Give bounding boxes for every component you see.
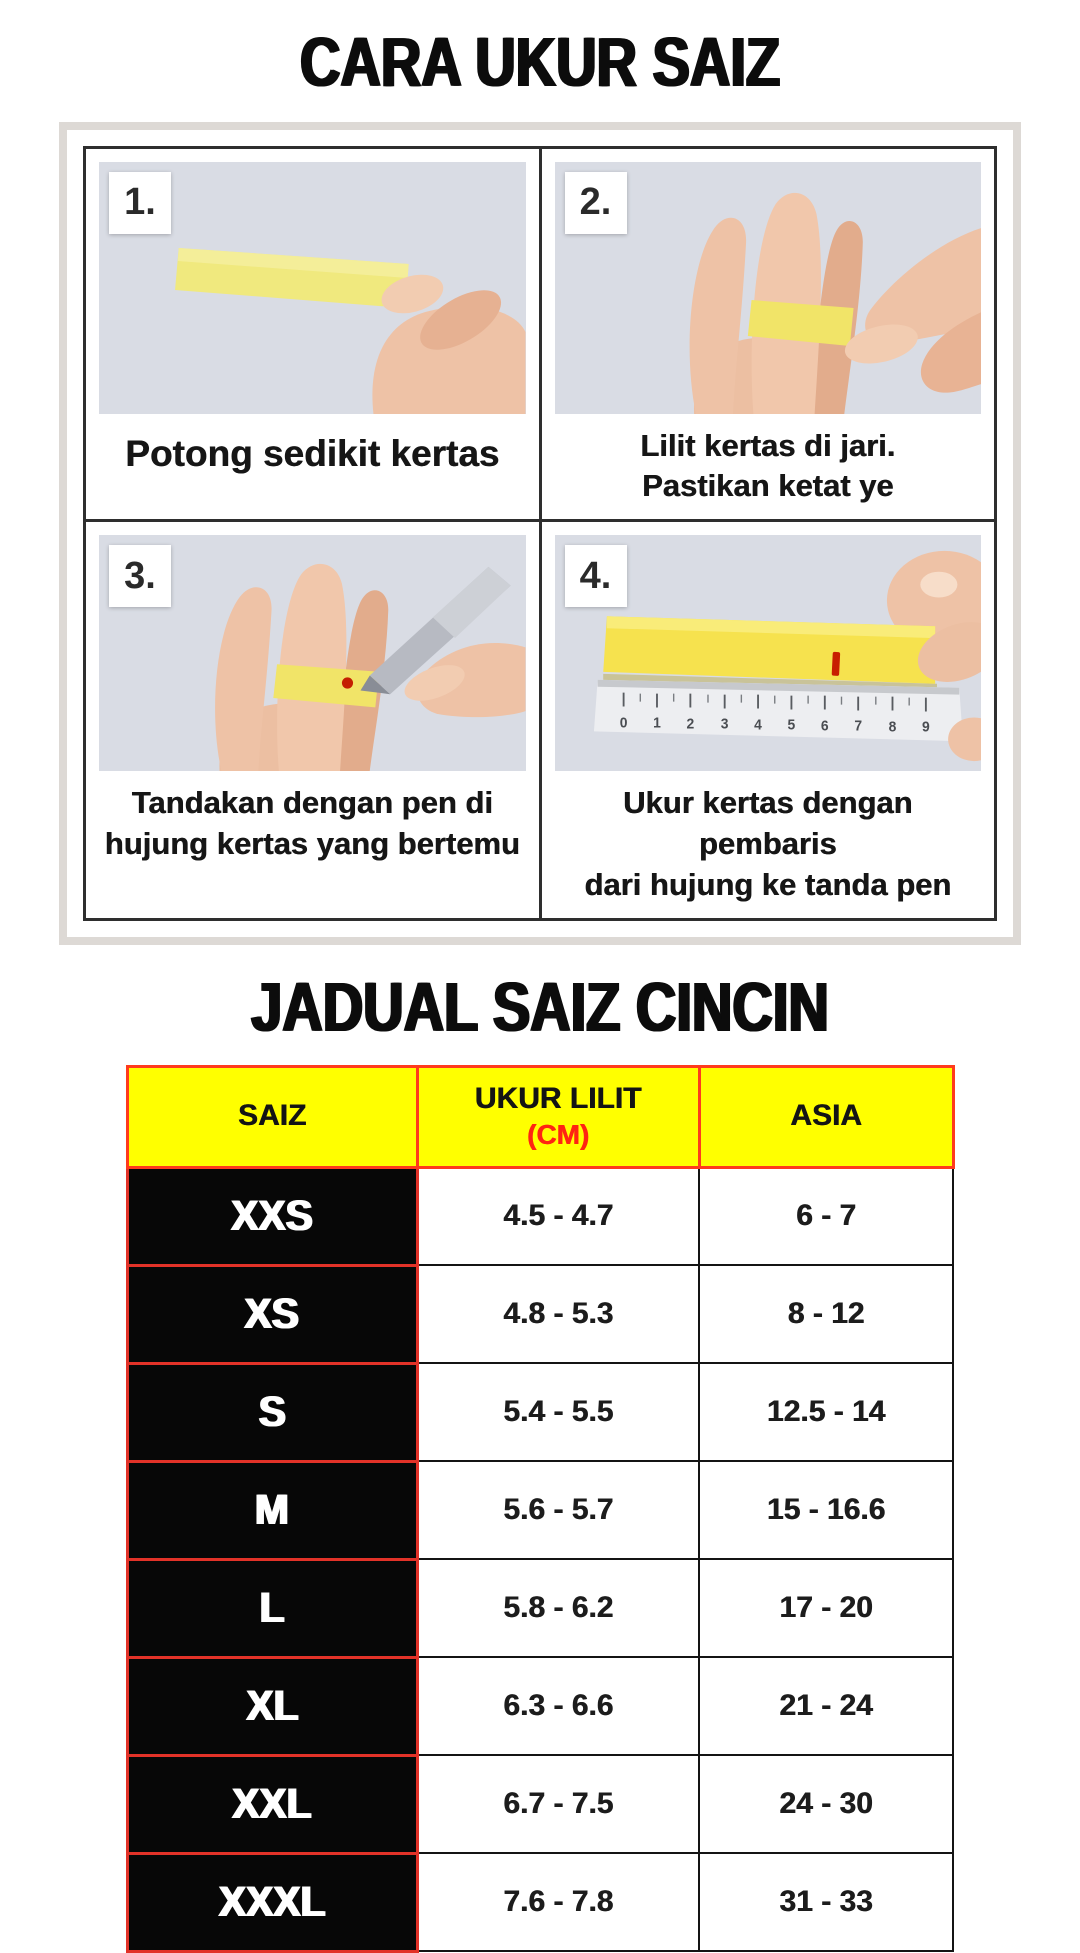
table-title: JADUAL SAIZ CINCIN <box>251 968 829 1047</box>
step-1 <box>86 149 539 520</box>
cm-value-cell: 6.3 - 6.6 <box>417 1657 699 1755</box>
step-2-photo <box>555 162 982 414</box>
step-4-number-badge: 4. <box>565 545 627 607</box>
step-3-caption: Tandakan dengan pen di hujung kertas yang bertemu <box>104 785 520 862</box>
size-label-cell: XL <box>127 1657 417 1755</box>
asia-value-cell: 31 - 33 <box>699 1853 953 1951</box>
cm-value-cell: 5.8 - 6.2 <box>417 1559 699 1657</box>
size-label-cell: XXL <box>127 1755 417 1853</box>
table-row <box>127 1755 953 1853</box>
page-title: CARA UKUR SAIZ <box>299 23 781 101</box>
cm-value-cell: 4.5 - 4.7 <box>417 1167 699 1265</box>
ruler-digit: 8 <box>888 719 896 736</box>
size-label-cell: L <box>127 1559 417 1657</box>
ruler-digit: 6 <box>820 718 829 735</box>
size-label-cell: XS <box>127 1265 417 1363</box>
size-label-cell: XXXL <box>127 1853 417 1951</box>
step-3-number-badge: 3. <box>109 545 171 607</box>
col-header-ukur-lilit: UKUR LILIT (CM) <box>417 1066 699 1167</box>
cm-value-cell: 5.4 - 5.5 <box>417 1363 699 1461</box>
size-label-cell: M <box>127 1461 417 1559</box>
col-header-cm-unit: (CM) <box>526 1119 590 1151</box>
step-3 <box>86 522 539 918</box>
table-row <box>127 1461 953 1559</box>
cm-value-cell: 7.6 - 7.8 <box>417 1853 699 1951</box>
cm-value-cell: 5.6 - 5.7 <box>417 1461 699 1559</box>
cm-value-cell: 4.8 - 5.3 <box>417 1265 699 1363</box>
table-row <box>127 1363 953 1461</box>
step-2-caption: Lilit kertas di jari. Pastikan ketat ye <box>640 427 896 504</box>
size-label-cell: XXS <box>127 1167 417 1265</box>
step-3-photo <box>99 535 526 771</box>
pen-mark <box>831 652 840 676</box>
step-2 <box>542 149 995 520</box>
col-header-saiz: SAIZ <box>127 1066 417 1167</box>
ring-size-table <box>126 1065 955 1953</box>
table-header-row <box>127 1066 953 1167</box>
asia-value-cell: 24 - 30 <box>699 1755 953 1853</box>
ruler-digit: 2 <box>686 716 694 733</box>
ruler-digit: 5 <box>787 717 795 734</box>
pen-mark <box>342 678 353 689</box>
step-4 <box>542 522 995 918</box>
asia-value-cell: 21 - 24 <box>699 1657 953 1755</box>
ruler-digit: 3 <box>720 716 729 733</box>
table-row <box>127 1167 953 1265</box>
step-1-number-badge: 1. <box>109 172 171 234</box>
ruler-digit: 0 <box>619 715 627 732</box>
instruction-panel <box>59 122 1021 946</box>
asia-value-cell: 15 - 16.6 <box>699 1461 953 1559</box>
step-1-caption: Potong sedikit kertas <box>125 432 500 474</box>
table-row <box>127 1657 953 1755</box>
size-label-cell: S <box>127 1363 417 1461</box>
instruction-grid <box>83 146 997 922</box>
ruler-digit: 9 <box>921 719 930 736</box>
step-4-caption: Ukur kertas dengan pembaris dari hujung ke tanda pen <box>584 785 952 903</box>
table-row <box>127 1853 953 1951</box>
step-1-photo <box>99 162 526 414</box>
asia-value-cell: 8 - 12 <box>699 1265 953 1363</box>
ruler-digit: 4 <box>753 717 762 734</box>
asia-value-cell: 17 - 20 <box>699 1559 953 1657</box>
ruler-digit: 1 <box>652 715 661 732</box>
ruler-digit: 7 <box>853 718 862 735</box>
table-row <box>127 1265 953 1363</box>
col-header-asia: ASIA <box>699 1066 953 1167</box>
asia-value-cell: 6 - 7 <box>699 1167 953 1265</box>
cm-value-cell: 6.7 - 7.5 <box>417 1755 699 1853</box>
table-row <box>127 1559 953 1657</box>
asia-value-cell: 12.5 - 14 <box>699 1363 953 1461</box>
step-4-photo <box>555 535 982 771</box>
step-2-number-badge: 2. <box>565 172 627 234</box>
